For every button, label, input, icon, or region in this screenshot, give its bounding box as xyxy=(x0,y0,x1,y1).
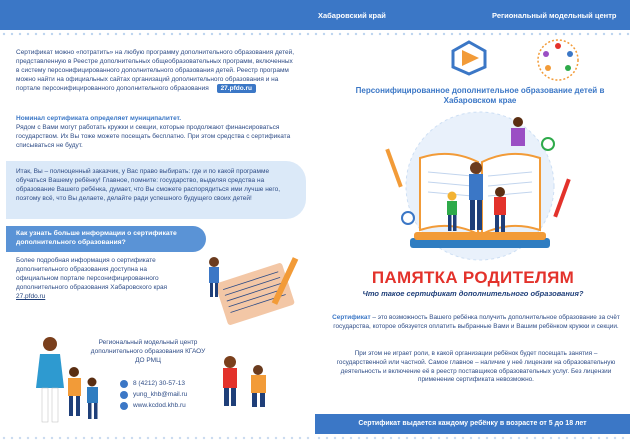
family-illustration xyxy=(28,308,108,434)
paragraph-choice: Итак, Вы – полноценный заказчик, у Вас право выбирать: где и по какой программе обучаться Вашему ребёнку! Главное, помните: государство, выделяя средства на образование Вашего ребёнка, думает, что Вы сможете распорядиться ими лучше него, поэтому всё, что Вы делаете, делайте ради успешного будущего своих детей! xyxy=(16,168,281,202)
rmc-name: Региональный модельный центр дополнительного образования КГАОУ ДО РМЦ xyxy=(90,339,206,364)
contacts-block xyxy=(120,378,187,411)
email-icon xyxy=(120,391,128,399)
certificate-word: Сертификат xyxy=(332,314,371,321)
center-label: Региональный модельный центр xyxy=(492,11,617,20)
paragraph-more-info xyxy=(16,256,181,301)
pfdo-logo-icon xyxy=(449,40,489,76)
site-link[interactable]: 27.pfdo.ru xyxy=(217,84,256,93)
paragraph-registry xyxy=(16,48,296,93)
nominal-text: Рядом с Вами могут работать кружки и секции, которые продолжают финансироваться государством. Их Вы тоже можете посещать бесплатно. При этом средства с сертификата списываться не будут. xyxy=(16,124,291,149)
mother-daughter-illustration xyxy=(212,350,282,410)
phone-icon xyxy=(120,380,128,388)
globe-icon xyxy=(120,402,128,410)
footer-text: Сертификат выдается каждому ребёнку в возрасте от 5 до 18 лет xyxy=(358,420,587,427)
certificate-definition xyxy=(330,314,622,332)
web-row xyxy=(120,400,187,411)
subheadline: Что такое сертификат дополнительного образования? xyxy=(362,289,584,298)
certificate-definition-text: – это возможность Вашего ребёнка получить дополнительное образование за счёт государства, которое обязуется оплатить выбранные Вами и Вашим ребёнком кружки и секции. xyxy=(333,314,620,330)
headline: ПАМЯТКА РОДИТЕЛЯМ xyxy=(371,268,575,287)
book-family-illustration xyxy=(380,108,580,268)
license-paragraph: При этом не играет роли, в какой организации ребёнок будет посещать занятия – государственной или частной. Самое главное – наличие у неё лицензии на образовательную деятельность и включение её в реестр поставщиков образовательных услуг. Без лицензии применение сертификата невозможно. xyxy=(336,350,616,384)
email-row xyxy=(120,389,187,400)
paragraph-nominal xyxy=(16,114,301,150)
rmc-logo-icon xyxy=(530,36,586,84)
question-text: Как узнать больше информации о сертификате дополнительного образования? xyxy=(16,230,177,246)
notebook-illustration xyxy=(196,252,308,334)
dot-pattern-bottom-right xyxy=(315,434,630,444)
web-address[interactable]: www.kcdod.khb.ru xyxy=(133,402,186,409)
registry-text: Сертификат можно «потратить» на любую программу дополнительного образования детей, представленную в Реестре дополнительных общеобразовательных программ, включенных в систему персонифицированного дополнительного образования детей. Реестр программ можно найти на официальных сайтах организаций дополнительного образования и на портале персонифицированного дополнительного образования xyxy=(16,49,295,92)
footer-band xyxy=(315,414,630,434)
email-address[interactable]: yung_khb@mail.ru xyxy=(133,391,188,398)
more-info-link[interactable]: 27.pfdo.ru xyxy=(16,293,46,300)
phone-number[interactable]: 8 (4212) 30-57-13 xyxy=(133,380,186,387)
dot-pattern-bottom-left xyxy=(0,434,315,444)
region-label: Хабаровский край xyxy=(318,11,386,20)
top-band xyxy=(0,0,630,30)
nominal-heading: Номинал сертификата определяет муниципалитет. xyxy=(16,115,182,122)
phone-row xyxy=(120,378,187,389)
program-title: Персонифицированное дополнительное образование детей в Хабаровском крае xyxy=(355,86,605,105)
more-info-text: Более подробная информация о сертификате дополнительного образования доступна на официальном портале персонифицированного дополнительного образования Хабаровского края xyxy=(16,257,168,291)
